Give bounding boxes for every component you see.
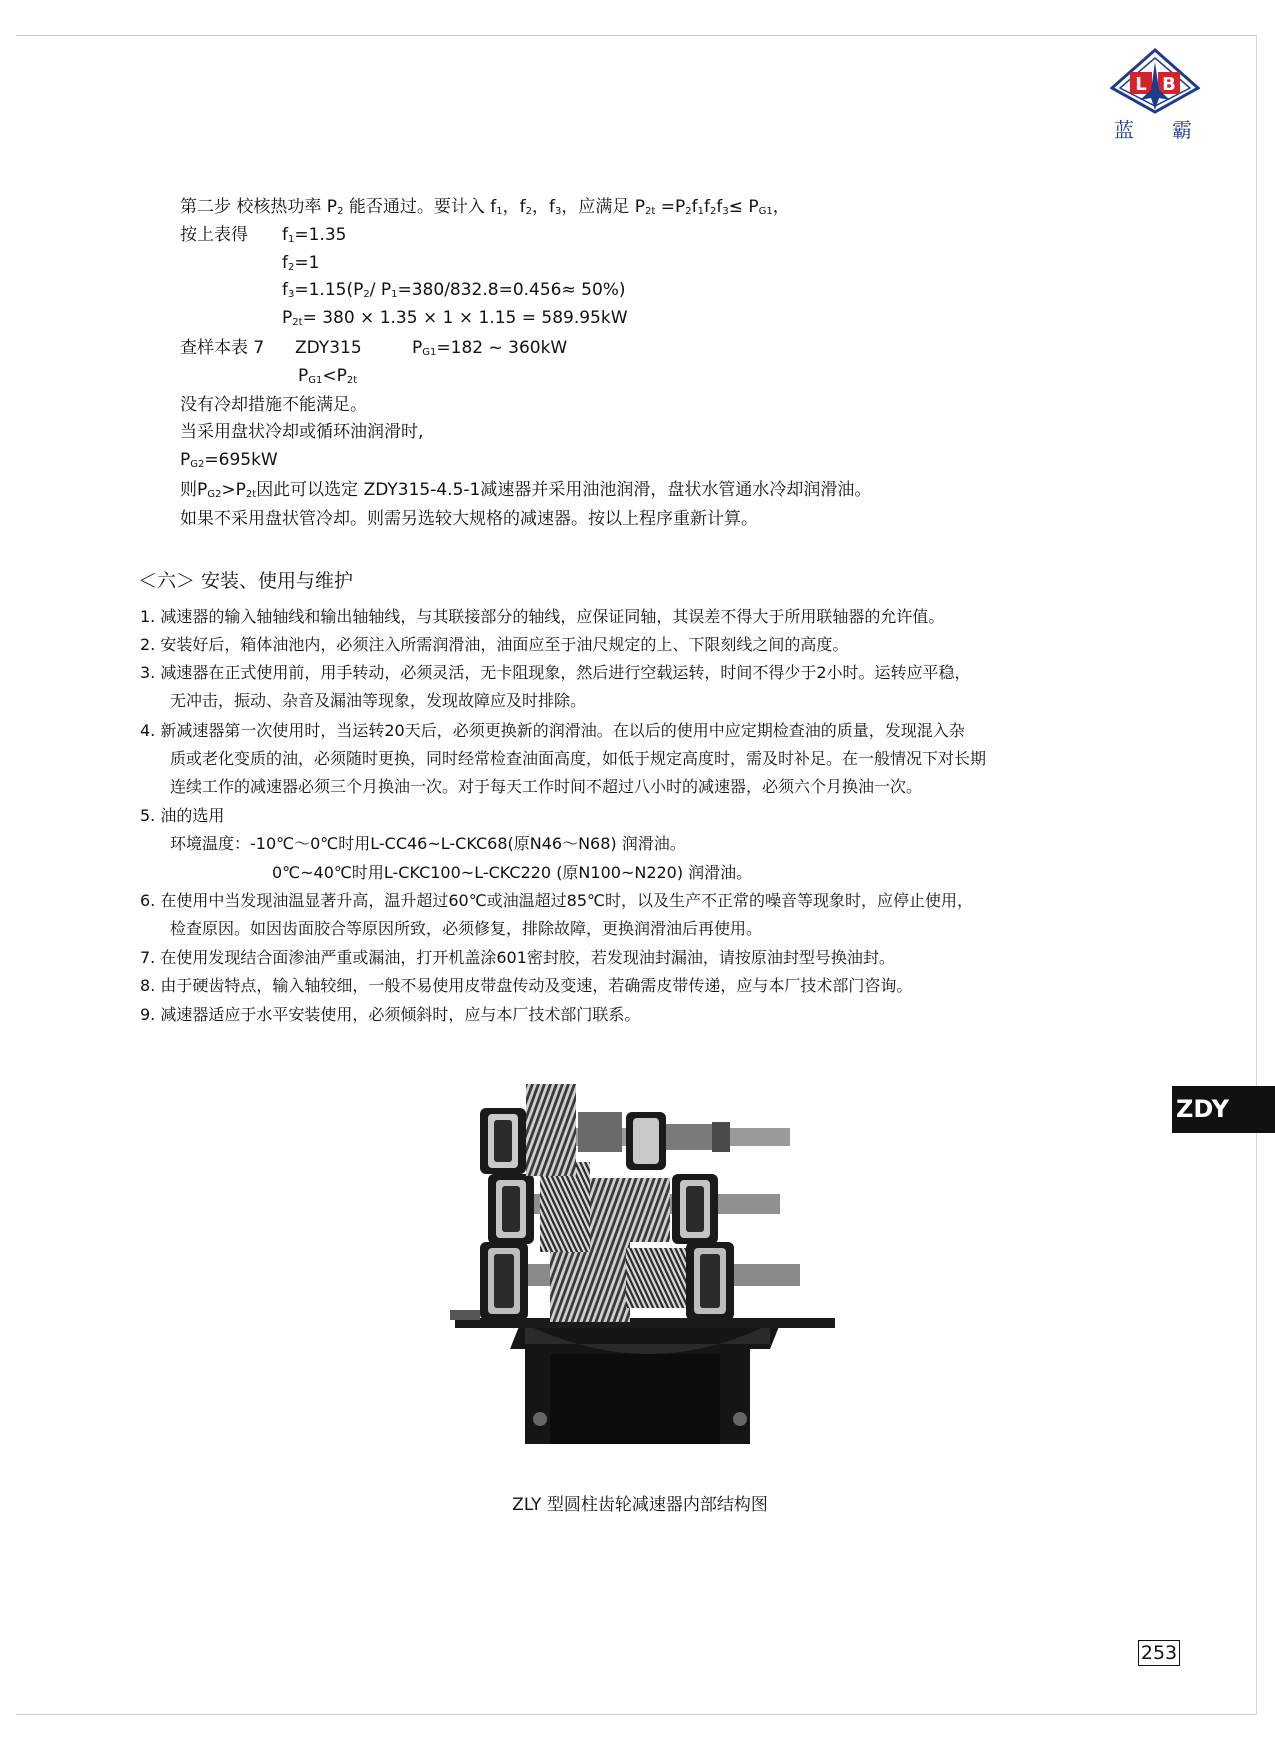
gearbox-image	[450, 1084, 840, 1464]
page-frame-top	[16, 35, 1256, 36]
list-item: 4. 新减速器第一次使用时，当运转20天后，必须更换新的润滑油。在以后的使用中应定期检查油的质量，发现混入杂	[140, 721, 965, 740]
gearbox-photo	[450, 1084, 840, 1464]
list-item-cont: 环境温度：-10℃～0℃时用L-CC46~L-CKC68(原N46～N68) 润滑油。	[170, 834, 686, 853]
p2t-value: $P_{2t}= 380 \times 1.35 \times 1 \times 1.15 = 589.95kW$	[282, 308, 628, 328]
f2-value: $f_2=1$	[282, 253, 320, 273]
list-item: 3. 减速器在正式使用前，用手转动，必须灵活，无卡阻现象，然后进行空载运转，时间不得少于2小时。运转应平稳，	[140, 663, 971, 682]
logo-cn-ba: 霸	[1172, 118, 1192, 142]
table-lookup-label: 按上表得	[180, 225, 248, 245]
zdy-tab-label: ZDY	[1176, 1095, 1229, 1123]
list-item: 1. 减速器的输入轴轴线和输出轴轴线，与其联接部分的轴线，应保证同轴，其误差不得大于所用联轴器的允许值。	[140, 607, 945, 626]
when-cooling-text: 当采用盘状冷却或循环油润滑时,	[180, 422, 424, 442]
conclusion-text: 则$P_{G2}>P_{2t}$因此可以选定 ZDY315-4.5-1减速器并采用油池润滑，盘状水管通水冷却润滑油。	[180, 480, 872, 500]
page-frame-bottom	[16, 1714, 1256, 1715]
list-item-cont: 检查原因。如因齿面胶合等原因所致，必须修复，排除故障，更换润滑油后再使用。	[170, 919, 763, 938]
figure-caption: ZLY 型圆柱齿轮减速器内部结构图	[512, 1495, 768, 1515]
no-cooling-text: 没有冷却措施不能满足。	[180, 395, 367, 415]
section-title: ＜六＞ 安装、使用与维护	[138, 570, 354, 592]
pg2-value: $P_{G2}=695kW$	[180, 450, 278, 470]
page-frame-right	[1256, 35, 1257, 1715]
list-item-cont: 0℃~40℃时用L-CKC100~L-CKC220 (原N100~N220) 润滑油。	[272, 863, 753, 882]
logo-cn-lan: 蓝	[1114, 118, 1134, 142]
f1-value: $f_1=1.35$	[282, 225, 347, 245]
logo-diamond-icon	[1110, 48, 1200, 114]
model-name: ZDY315	[295, 338, 362, 358]
sample-table-label: 查样本表 7	[180, 338, 265, 358]
svg-text:L: L	[1135, 74, 1147, 95]
list-item-cont: 无冲击，振动、杂音及漏油等现象，发现故障应及时排除。	[170, 691, 587, 710]
list-item-cont: 连续工作的减速器必须三个月换油一次。对于每天工作时间不超过八小时的减速器，必须六个月换油一次。	[170, 777, 923, 796]
pg1-lt-p2t: $P_{G1}<P_{2t}$	[298, 366, 358, 386]
step2-line: 第二步 校核热功率 $P_2$ 能否通过。要计入 $f_1$，$f_2$，$f_3$，应满足 $P_{2t} =P_2f_1f_2f_3\le P_{G1}$，	[180, 197, 790, 217]
list-item: 8. 由于硬齿特点，输入轴较细，一般不易使用皮带盘传动及变速，若确需皮带传递，应与本厂技术部门咨询。	[140, 976, 913, 995]
list-item: 7. 在使用发现结合面渗油严重或漏油，打开机盖涂601密封胶，若发现油封漏油，请按原油封型号换油封。	[140, 948, 895, 967]
svg-text:B: B	[1162, 74, 1176, 95]
list-item: 2. 安装好后，箱体油池内，必须注入所需润滑油，油面应至于油尺规定的上、下限刻线之间的高度。	[140, 635, 849, 654]
zdy-side-tab	[1172, 1086, 1275, 1133]
f3-value: $f_3=1.15(P_2/$ $P_1=380/832.8=0.456\approx 50\%$)	[282, 280, 626, 300]
page-number: 253	[1138, 1640, 1180, 1666]
list-item: 5. 油的选用	[140, 806, 225, 825]
list-item: 6. 在使用中当发现油温显著升高，温升超过60℃或油温超过85℃时，以及生产不正常的噪音等现象时，应停止使用，	[140, 891, 974, 910]
pg1-value: $P_{G1}=182$ ~ 360kW	[412, 338, 568, 358]
list-item: 9. 减速器适应于水平安装使用，必须倾斜时，应与本厂技术部门联系。	[140, 1005, 641, 1024]
recalc-text: 如果不采用盘状管冷却。则需另选较大规格的减速器。按以上程序重新计算。	[180, 509, 758, 529]
list-item-cont: 质或老化变质的油，必须随时更换，同时经常检查油面高度，如低于规定高度时，需及时补足。在一般情况下对长期	[170, 749, 987, 768]
lanba-logo	[1110, 48, 1200, 144]
